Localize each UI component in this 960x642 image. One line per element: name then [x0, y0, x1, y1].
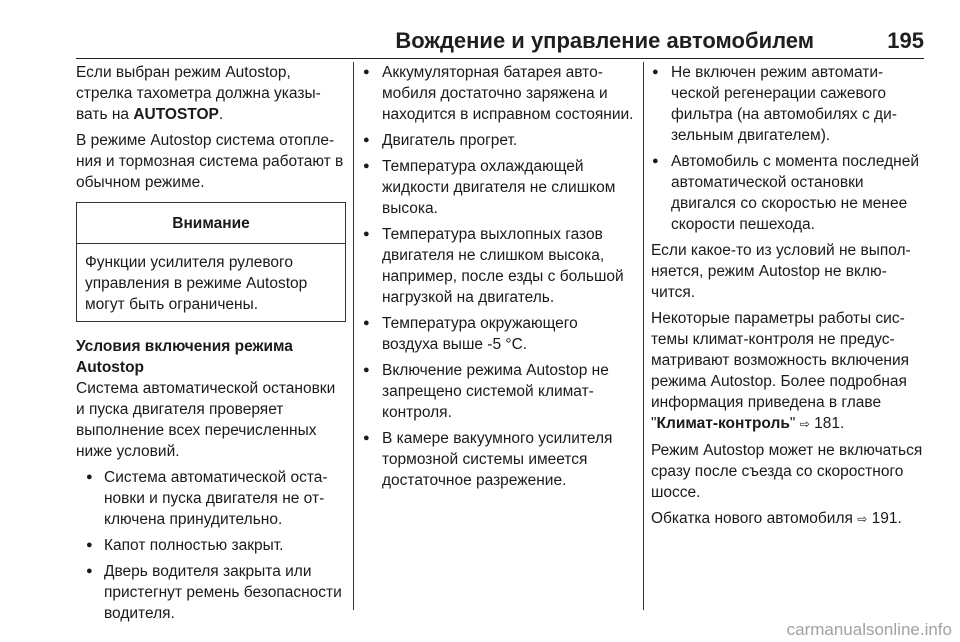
list-item: ● Дверь водителя закрыта или пристегнут ремень безопасности водителя.	[76, 561, 346, 624]
page-header	[76, 0, 924, 59]
warning-body: Функции усилителя рулевого управления в режиме Autostop могут быть ограничены.	[85, 254, 308, 313]
warning-box	[76, 202, 346, 322]
climate-control-link[interactable]: Климат-контроль	[656, 415, 790, 432]
paragraph: Система автоматической остановки и пуска двигателя проверяет выполнение всех перечисленных ниже условий.	[76, 380, 336, 460]
list-item: ● Автомобиль с момента последней автоматической остановки двигался со скоростью не менее скорости пешехода.	[651, 151, 925, 235]
list-item: ● Капот полностью закрыт.	[76, 535, 346, 556]
list-item: ● Аккумуляторная батарея автомобиля достаточно заряжена и находится в исправном состоянии.	[362, 62, 634, 125]
autostop-label: AUTOSTOP	[133, 106, 219, 123]
list-item: ● В камере вакуумного усилителя тормозной системы имеется достаточное разрежение.	[362, 428, 634, 491]
paragraph: Некоторые параметры работы системы климат-контроля не предусматривают возможность включения режима Autostop. Более подробная информация приведена в главе "Климат-контроль" ⇨ 181.	[651, 310, 910, 432]
conditions-list	[76, 467, 346, 624]
paragraph: Если выбран режим Autostop, стрелка тахометра должна указывать на AUTOSTOP.	[76, 64, 321, 123]
column-middle	[362, 62, 634, 496]
column-divider	[353, 62, 354, 610]
column-divider	[643, 62, 644, 610]
paragraph: Режим Autostop может не включаться сразу после съезда со скоростного шоссе.	[651, 442, 923, 501]
paragraph: Если какое-то из условий не выполняется, режим Autostop не включится.	[651, 242, 911, 301]
list-item: ● Температура окружающего воздуха выше -5 °C.	[362, 313, 634, 355]
page-reference-arrow-icon: ⇨	[857, 512, 868, 526]
watermark: carmanualsonline.info	[786, 620, 952, 639]
page-reference[interactable]: 191.	[871, 510, 902, 527]
paragraph: Обкатка нового автомобиля ⇨ 191.	[651, 510, 902, 527]
list-item: ● Система автоматической остановки и пуска двигателя не отключена принудительно.	[76, 467, 346, 530]
list-item: ● Включение режима Autostop не запрещено системой климат-контроля.	[362, 360, 634, 423]
section-heading: Условия включения режима Autostop	[76, 338, 293, 376]
page-reference-arrow-icon: ⇨	[799, 417, 810, 431]
warning-title: Внимание	[77, 203, 345, 244]
list-item: ● Двигатель прогрет.	[362, 130, 634, 151]
conditions-list	[651, 62, 925, 235]
page-number: 195	[887, 28, 924, 53]
list-item: ● Не включен режим автоматической регенерации сажевого фильтра (на автомобилях с дизельным двигателем).	[651, 62, 925, 146]
page-title: Вождение и управление автомобилем	[395, 28, 814, 53]
list-item: ● Температура охлаждающей жидкости двигателя не слишком высока.	[362, 156, 634, 219]
paragraph: В режиме Autostop система отопления и тормозная система работают в обычном режиме.	[76, 132, 344, 191]
column-right	[651, 62, 925, 535]
column-left	[76, 62, 346, 629]
page-reference[interactable]: 181.	[814, 415, 845, 432]
conditions-list	[362, 62, 634, 491]
list-item: ● Температура выхлопных газов двигателя не слишком высока, например, после езды с большой нагрузкой на двигатель.	[362, 224, 634, 308]
